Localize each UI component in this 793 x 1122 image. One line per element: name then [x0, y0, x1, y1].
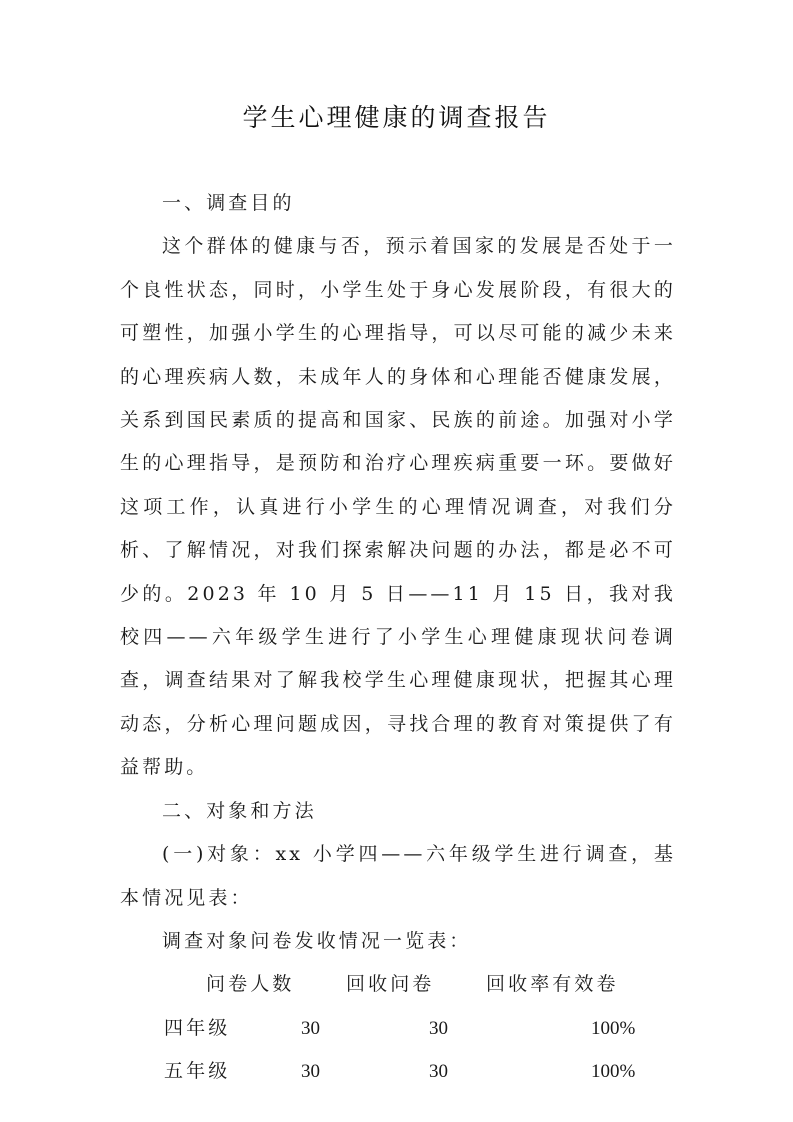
table-cell-returned: 30 — [429, 1017, 448, 1039]
table-cell-rate: 100% — [591, 1061, 636, 1083]
table-cell-rate: 100% — [591, 1017, 636, 1039]
table-cell-issued: 30 — [301, 1061, 320, 1083]
table-header-issued: 问卷人数 — [206, 973, 295, 996]
purpose-paragraph: 这个群体的健康与否，预示着国家的发展是否处于一个良性状态，同时，小学生处于身心发展阶段，有很大的可塑性，加强小学生的心理指导，可以尽可能的减少未来的心理疾病人数，未成年人的身体和心理能否健康发展，关系到国民素质的提高和国家、民族的前途。加强对小学生的心理指导，是预防和治疗心理疾病重要一环。要做好这项工作，认真进行小学生的心理情况调查，对我们分析、了解情况，对我们探索解决问题的办法，都是必不可少的。2023 年 10 月 5 日——11 月 15 日，我对我校四——六年级学生进行了小学生心理健康现状问卷调查，调查结果对了解我校学生心理健康现状，把握其心理动态，分析心理问题成因，寻找合理的教育对策提供了有益帮助。 — [120, 235, 676, 779]
table-caption: 调查对象问卷发收情况一览表： — [162, 929, 472, 952]
table-header-rate: 回收率有效卷 — [486, 973, 619, 996]
section-heading-purpose: 一、调查目的 — [162, 192, 295, 214]
table-cell-issued: 30 — [301, 1017, 320, 1039]
section-heading-subjects-methods: 二、对象和方法 — [162, 799, 317, 822]
document-body — [120, 182, 676, 1093]
table-header-returned: 回收问卷 — [346, 973, 435, 996]
table-row — [120, 1007, 676, 1050]
document-title: 学生心理健康的调查报告 — [242, 103, 551, 132]
subjects-paragraph: (一)对象：xx 小学四——六年级学生进行调查，基本情况见表： — [120, 843, 676, 909]
table-row — [120, 1050, 676, 1093]
table-cell-grade: 五年级 — [164, 1060, 231, 1083]
table-cell-grade: 四年级 — [164, 1016, 231, 1039]
table-header-row — [120, 963, 676, 1006]
questionnaire-table — [120, 963, 676, 1093]
table-cell-returned: 30 — [429, 1061, 448, 1083]
